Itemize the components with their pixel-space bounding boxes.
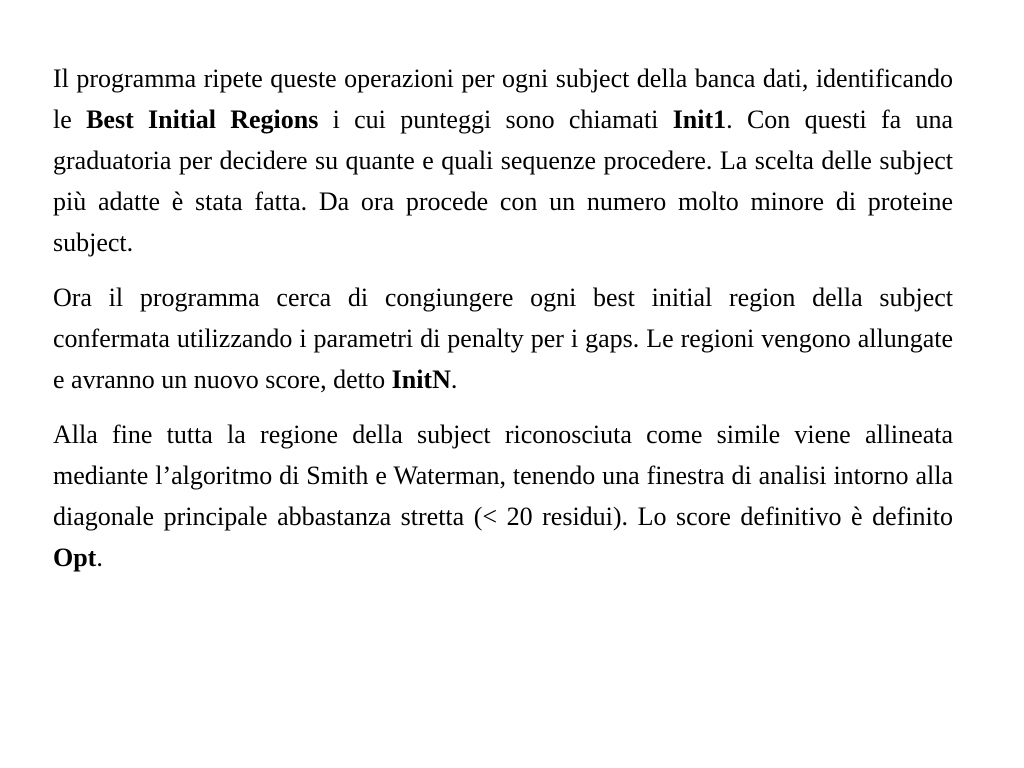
paragraph-opt [53,414,953,578]
term-best-initial-regions: Best Initial Regions [86,105,319,134]
text-segment: . Con questi fa una graduatoria per decidere su quante e quali sequenze procedere. La scelta delle subject più adatte è stata fatta. Da ora procede con un numero molto minore di proteine subject. [53,105,954,257]
term-opt: Opt [53,543,97,572]
term-init1: Init1 [672,105,727,134]
text-segment: . [450,365,458,394]
paragraph-initn [53,277,953,400]
text-segment: . [96,543,103,572]
text-segment: Il programma ripete queste operazioni per ogni subject della banca dati, identificando le [53,64,953,134]
text-segment: Ora il programma cerca di congiungere ogni best initial region della subject confermata utilizzando i parametri di penalty per i gaps. Le regioni vengono allungate e avranno un nuovo score, detto [53,283,953,394]
text-segment: i cui punteggi sono chiamati [318,105,673,134]
text-segment: Alla fine tutta la regione della subject riconosciuta come simile viene allineata mediante l’algoritmo di Smith e Waterman, tenendo una finestra di analisi intorno alla diagonale principale abbastanza stretta (< 20 residui). Lo score definitivo è definito [53,420,953,531]
paragraph-best-initial-regions [53,58,953,263]
term-initn: InitN [391,365,451,394]
slide-body [53,58,953,592]
